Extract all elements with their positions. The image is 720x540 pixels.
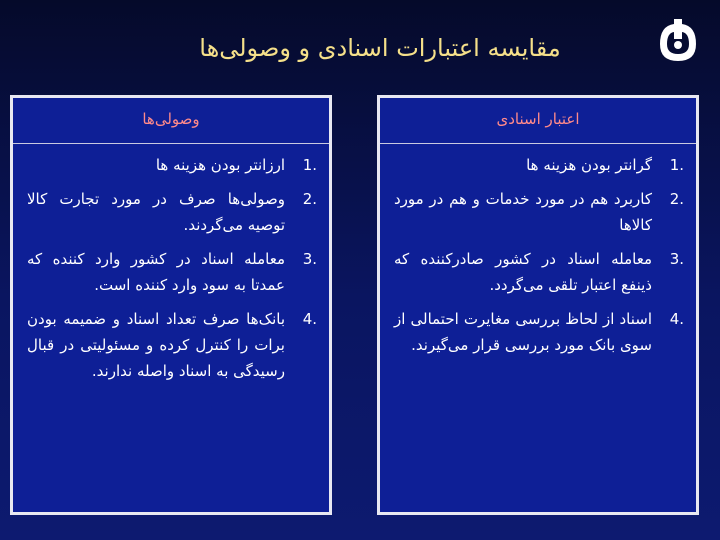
list-item <box>27 152 317 178</box>
item-number: 4. <box>302 310 317 328</box>
collections-header: وصولی‌ها <box>13 98 329 144</box>
item-text: وصولی‌ها صرف در مورد تجارت کالا توصیه می‌گردند. <box>27 190 285 234</box>
collections-panel <box>10 95 332 515</box>
letter-of-credit-panel <box>377 95 699 515</box>
slide-title: مقایسه اعتبارات اسنادی و وصولی‌ها <box>199 34 561 62</box>
list-item <box>394 306 684 358</box>
item-text: بانک‌ها صرف تعداد اسناد و ضمیمه بودن برات را کنترل کرده و مسئولیتی در قبال رسیدگی به اسناد واصله ندارند. <box>27 310 285 380</box>
list-item <box>27 246 317 298</box>
list-item <box>27 306 317 384</box>
list-item <box>394 152 684 178</box>
item-number: 4. <box>669 310 684 328</box>
item-text: اسناد از لحاظ بررسی مغایرت احتمالی از سوی بانک مورد بررسی قرار می‌گیرند. <box>394 310 652 354</box>
bank-logo-icon <box>652 14 704 66</box>
item-text: گرانتر بودن هزینه ها <box>526 156 652 174</box>
item-text: کاربرد هم در مورد خدمات و هم در مورد کالاها <box>394 190 652 234</box>
collections-list <box>13 152 329 384</box>
item-text: ارزانتر بودن هزینه ها <box>155 156 285 174</box>
letter-of-credit-list <box>380 152 696 358</box>
letter-of-credit-header: اعتبار اسنادی <box>380 98 696 144</box>
item-number: 1. <box>302 156 317 174</box>
list-item <box>27 186 317 238</box>
item-number: 3. <box>302 250 317 268</box>
item-text: معامله اسناد در کشور صادرکننده که ذینفع اعتبار تلقی می‌گردد. <box>394 250 652 294</box>
item-number: 2. <box>302 190 317 208</box>
item-number: 2. <box>669 190 684 208</box>
item-text: معامله اسناد در کشور وارد کننده که عمدتا به سود وارد کننده است. <box>27 250 285 294</box>
item-number: 1. <box>669 156 684 174</box>
list-item <box>394 186 684 238</box>
list-item <box>394 246 684 298</box>
item-number: 3. <box>669 250 684 268</box>
